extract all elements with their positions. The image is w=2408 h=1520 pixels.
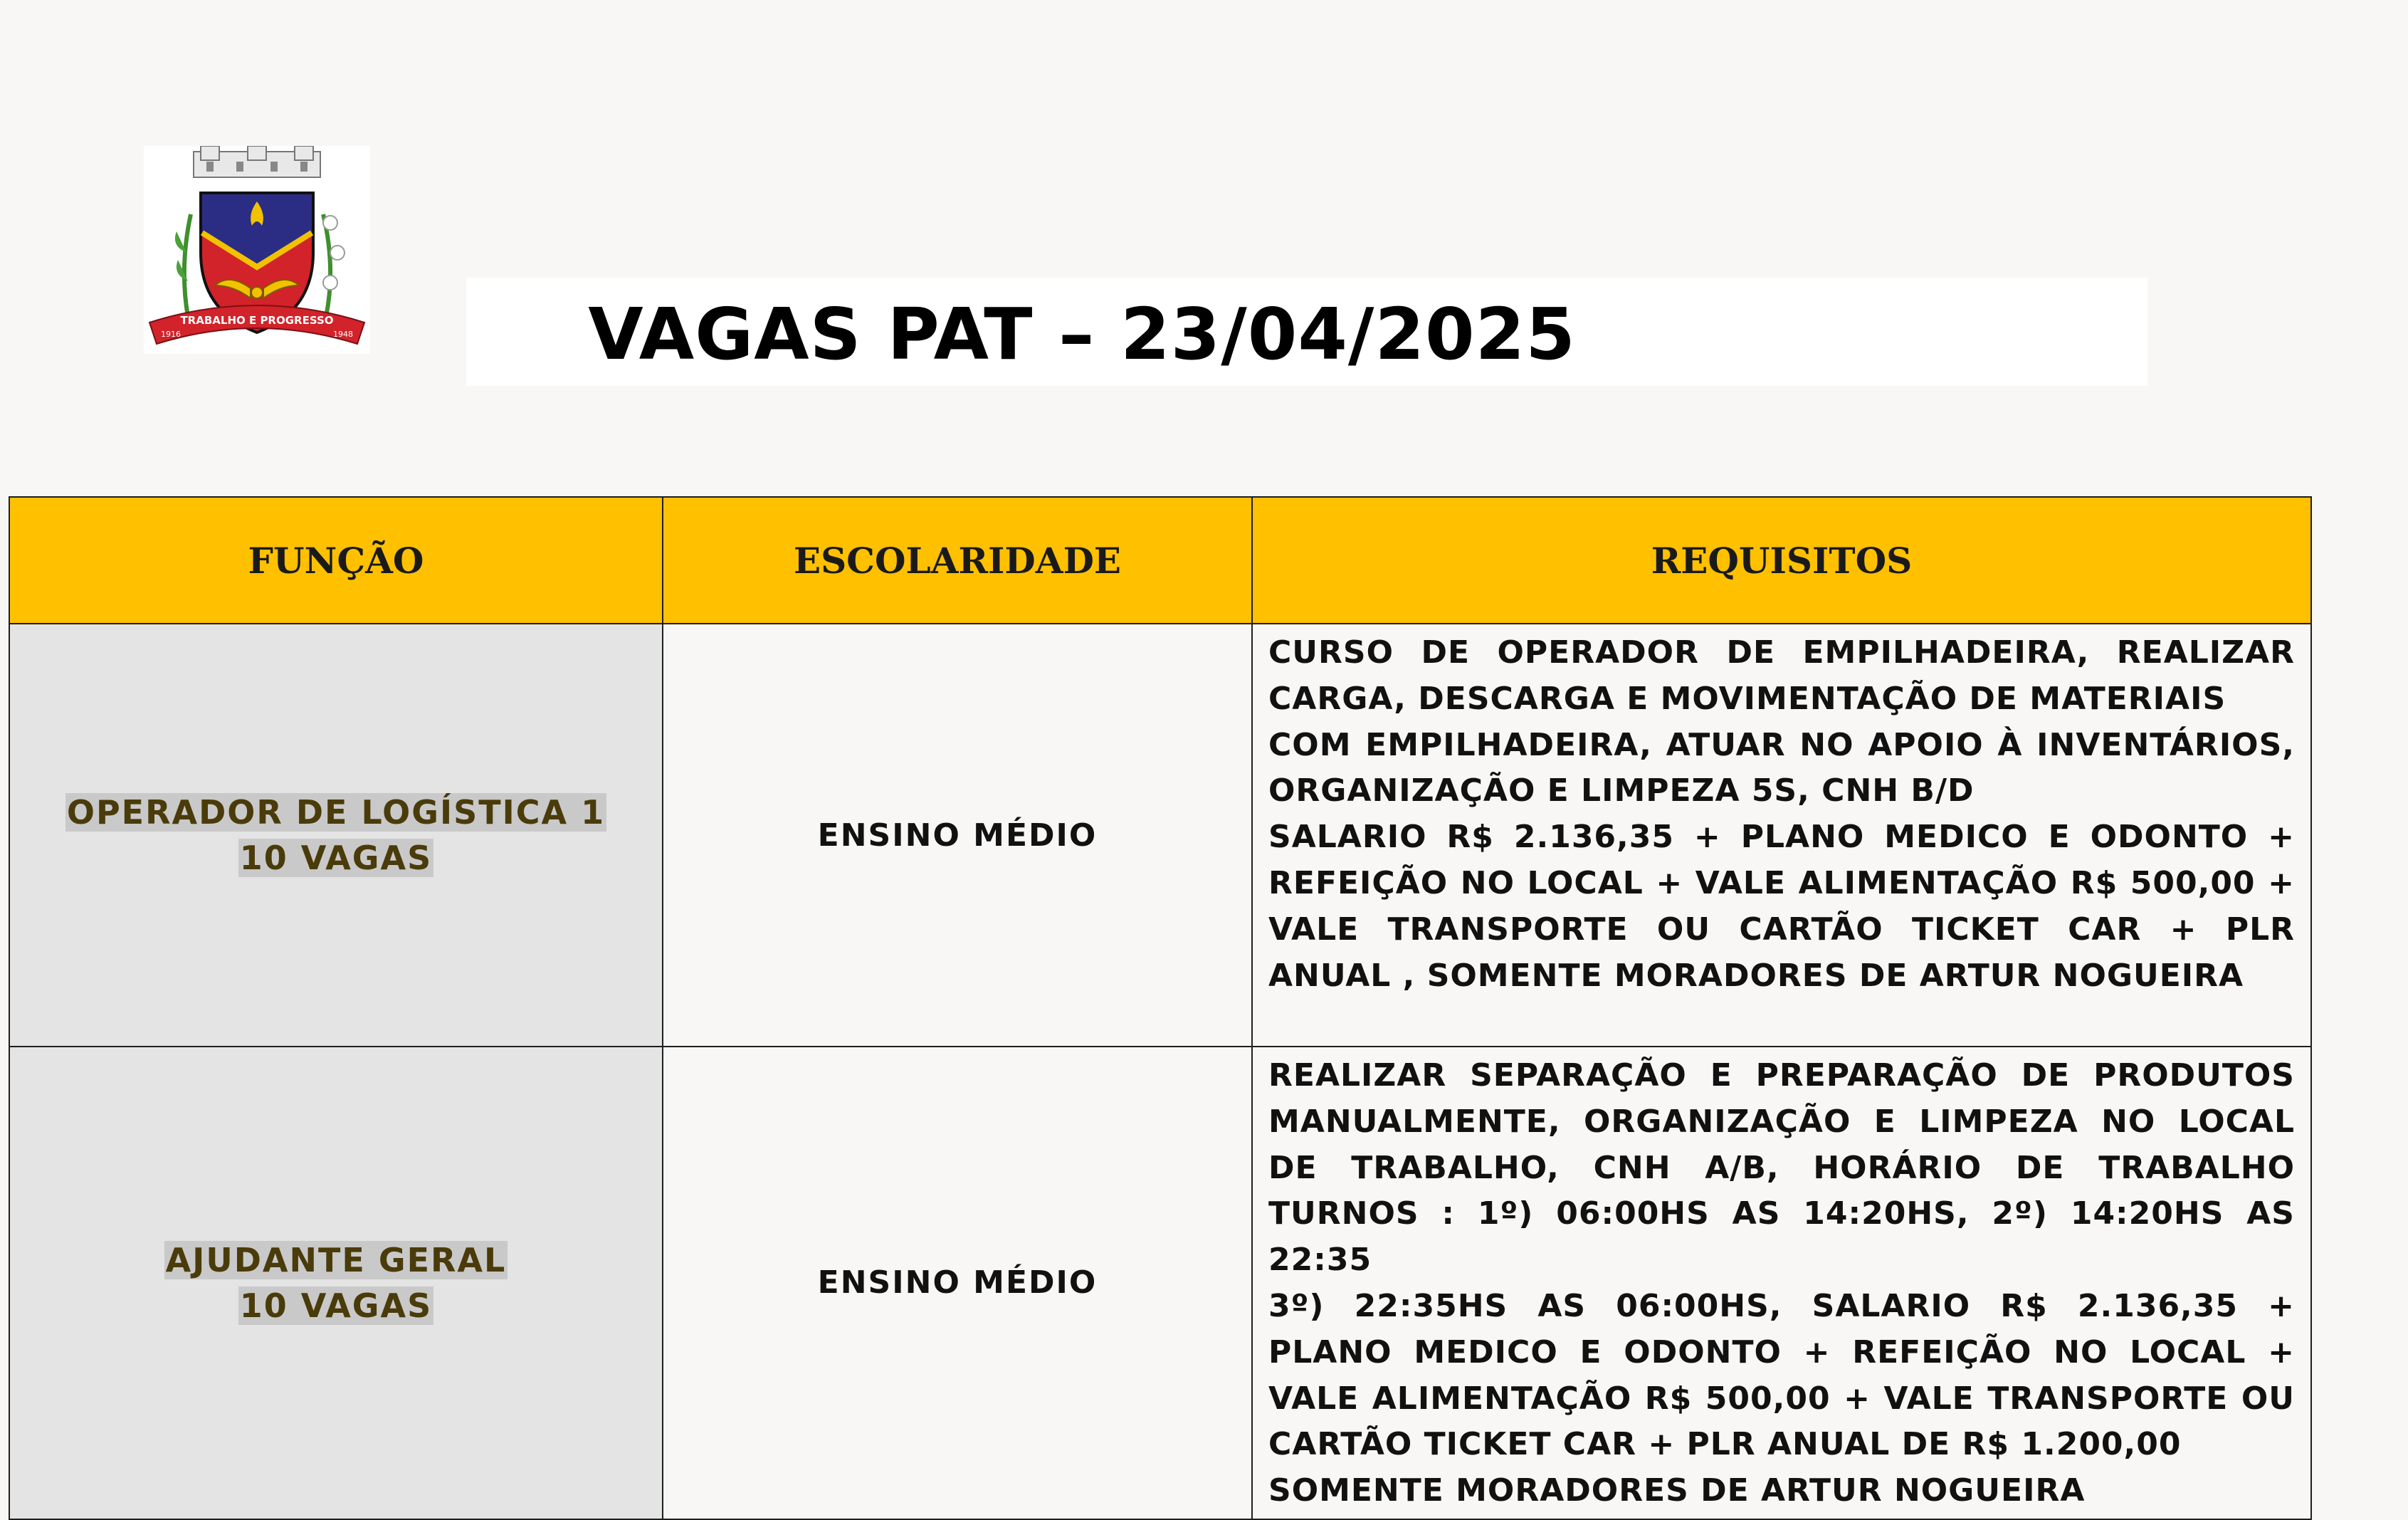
funcao-vagas: 10 VAGAS bbox=[239, 1286, 433, 1325]
funcao-text bbox=[164, 1237, 508, 1328]
table-row bbox=[9, 624, 2311, 1047]
logo-year-right: 1948 bbox=[333, 330, 353, 339]
funcao-title: AJUDANTE GERAL bbox=[165, 1240, 507, 1279]
table-row bbox=[9, 1047, 2311, 1519]
table-header-row bbox=[9, 497, 2311, 624]
funcao-text bbox=[65, 790, 606, 881]
requisitos-text: REALIZAR SEPARAÇÃO E PREPARAÇÃO DE PRODUTOS MANUALMENTE, ORGANIZAÇÃO E LIMPEZA NO LOCAL DE TRABALHO, CNH A/B, HORÁRIO DE TRABALHO TURNOS : 1º) 06:00HS AS 14:20HS, 2º) 14:20HS AS 22:35 3º) 22:35HS AS 06:00HS, SALARIO R$ 2.136,35 + PLANO MEDICO E ODONTO + REFEIÇÃO NO LOCAL + VALE ALIMENTAÇÃO R$ 500,00 + VALE TRANSPORTE OU CARTÃO TICKET CAR + PLR ANUAL DE R$ 1.200,00 SOMENTE MORADORES DE ARTUR NOGUEIRA bbox=[1268, 1057, 2295, 1509]
funcao-title: OPERADOR DE LOGÍSTICA 1 bbox=[66, 793, 606, 832]
escolaridade-cell: ENSINO MÉDIO bbox=[663, 624, 1252, 1047]
funcao-cell bbox=[9, 1047, 663, 1519]
header-funcao: FUNÇÃO bbox=[9, 497, 663, 624]
escolaridade-cell: ENSINO MÉDIO bbox=[663, 1047, 1252, 1519]
requisitos-cell bbox=[1252, 1047, 2311, 1519]
title-banner bbox=[466, 278, 2147, 386]
requisitos-text: CURSO DE OPERADOR DE EMPILHADEIRA, REALIZAR CARGA, DESCARGA E MOVIMENTAÇÃO DE MATERIAIS COM EMPILHADEIRA, ATUAR NO APOIO À INVENTÁRIOS, ORGANIZAÇÃO E LIMPEZA 5S, CNH B/D SALARIO R$ 2.136,35 + PLANO MEDICO E ODONTO + REFEIÇÃO NO LOCAL + VALE ALIMENTAÇÃO R$ 500,00 + VALE TRANSPORTE OU CARTÃO TICKET CAR + PLR ANUAL , SOMENTE MORADORES DE ARTUR NOGUEIRA bbox=[1268, 634, 2295, 994]
requisitos-cell bbox=[1252, 624, 2311, 1047]
funcao-vagas: 10 VAGAS bbox=[239, 839, 433, 877]
logo-motto: TRABALHO E PROGRESSO bbox=[180, 314, 334, 327]
job-vacancies-table bbox=[9, 496, 2312, 1520]
logo-year-left: 1916 bbox=[161, 330, 181, 339]
header-escolaridade: ESCOLARIDADE bbox=[663, 497, 1252, 624]
page-title: VAGAS PAT – 23/04/2025 bbox=[588, 293, 1576, 376]
header-requisitos: REQUISITOS bbox=[1252, 497, 2311, 624]
funcao-cell bbox=[9, 624, 663, 1047]
city-coat-of-arms-logo bbox=[144, 146, 370, 354]
